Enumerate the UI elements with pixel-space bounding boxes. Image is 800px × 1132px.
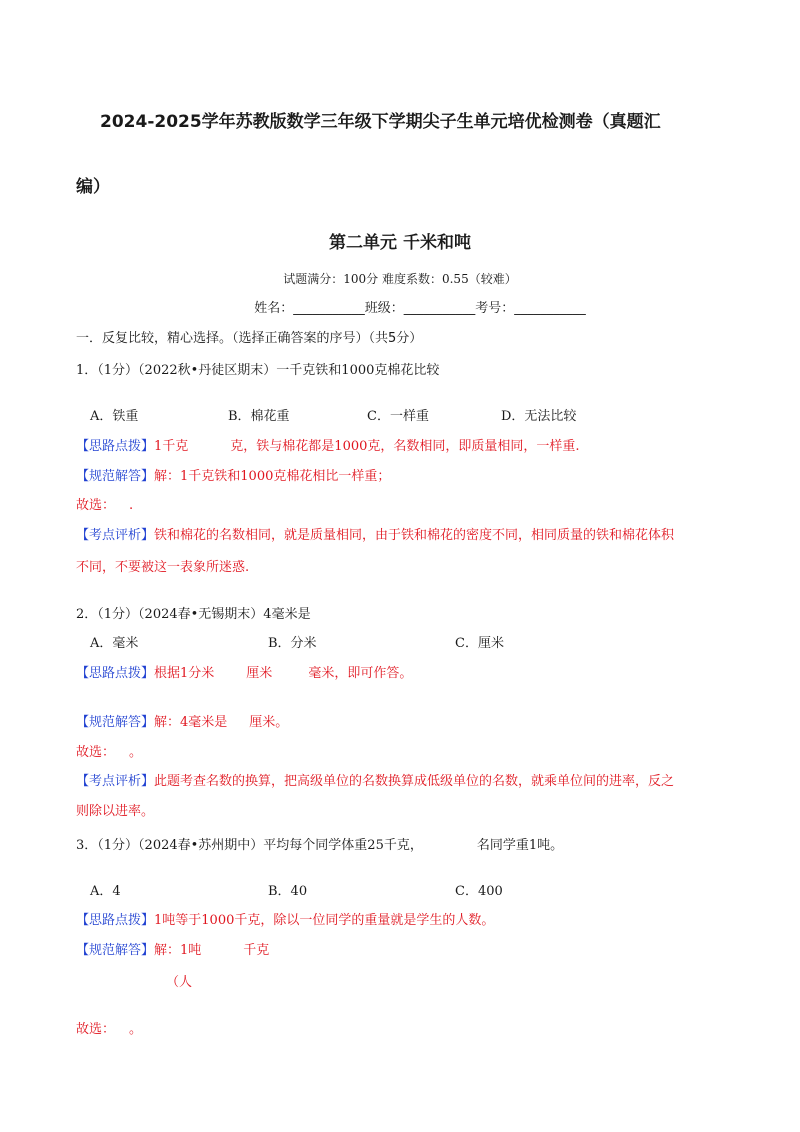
question-2-choice xyxy=(76,741,142,760)
doc-title-line1: 2024-2025学年苏教版数学三年级下学期尖子生单元培优检测卷（真题汇 xyxy=(100,112,661,132)
hint-label: 【思路点拨】 xyxy=(76,439,155,454)
question-3-option-c: C．400 xyxy=(455,884,503,899)
question-1-review-cont: 不同，不要被这一表象所迷惑. xyxy=(76,560,250,575)
answer-text-a: 解：4毫米是 xyxy=(154,715,228,730)
answer-text-a: 解：1吨 xyxy=(154,943,202,958)
question-1-option-c: C．一样重 xyxy=(367,409,429,424)
question-1-option-d: D．无法比较 xyxy=(501,409,577,424)
choice-label: 故选： xyxy=(76,745,116,760)
answer-text: 解：1千克铁和1000克棉花相比一样重； xyxy=(154,469,391,484)
question-2-option-c: C．厘米 xyxy=(455,636,504,651)
question-2-review xyxy=(76,770,674,789)
hint-text-c: 毫米，即可作答。 xyxy=(308,666,413,681)
hint-text-a: 1千克 xyxy=(154,439,189,454)
answer-text-b: 厘米。 xyxy=(249,715,289,730)
answer-text-b: 千克 xyxy=(243,943,270,958)
question-2-answer xyxy=(76,711,288,730)
hint-text-b: 克，铁与棉花都是1000克，名数相同，即质量相同，一样重. xyxy=(230,439,580,454)
question-1-option-a: A．铁重 xyxy=(90,409,139,424)
choice-label: 故选： xyxy=(76,498,116,513)
question-3-option-a: A．4 xyxy=(90,884,121,899)
hint-text-b: 厘米 xyxy=(246,666,273,681)
stem-text-a: 3．（1分）（2024春•苏州期中）平均每个同学体重25千克， xyxy=(76,838,423,853)
question-1-review xyxy=(76,524,674,543)
choice-punct: . xyxy=(129,498,134,513)
review-label: 【考点评析】 xyxy=(76,774,155,789)
hint-text: 1吨等于1000千克，除以一位同学的重量就是学生的人数。 xyxy=(154,913,495,928)
stem-text-b: 名同学重1吨。 xyxy=(476,838,564,853)
hint-label: 【思路点拨】 xyxy=(76,666,155,681)
question-3-answer xyxy=(76,939,269,958)
question-1-answer xyxy=(76,465,390,484)
question-2-review-cont: 则除以进率。 xyxy=(76,804,155,819)
question-1-hint xyxy=(76,435,580,454)
question-2-hint xyxy=(76,662,412,681)
review-text-1: 此题考查名数的换算，把高级单位的名数换算成低级单位的名数，就乘单位间的进率，反之 xyxy=(154,774,675,789)
question-2-stem: 2．（1分）（2024春•无锡期末）4毫米是 xyxy=(76,607,311,622)
review-text-1: 铁和棉花的名数相同，就是质量相同，由于铁和棉花的密度不同，相同质量的铁和棉花体积 xyxy=(154,528,675,543)
question-2-option-b: B．分米 xyxy=(268,636,317,651)
choice-punct: 。 xyxy=(129,1022,143,1037)
question-1-stem: 1．（1分）（2022秋•丹徒区期末）一千克铁和1000克棉花比较 xyxy=(76,363,440,378)
hint-label: 【思路点拨】 xyxy=(76,913,155,928)
answer-label: 【规范解答】 xyxy=(76,943,155,958)
student-info: 姓名：___________班级：___________考号：___________ xyxy=(254,301,586,316)
question-2-option-a: A．毫米 xyxy=(90,636,139,651)
choice-punct: 。 xyxy=(129,745,143,760)
unit-title: 第二单元 千米和吨 xyxy=(329,233,471,253)
section-heading: 一．反复比较，精心选择。（选择正确答案的序号）（共5分） xyxy=(76,331,423,346)
exam-meta: 试题满分：100分 难度系数：0.55（较难） xyxy=(283,272,517,286)
question-1-option-b: B．棉花重 xyxy=(228,409,290,424)
question-3-hint xyxy=(76,909,494,928)
question-3-option-b: B．40 xyxy=(268,884,308,899)
question-1-choice xyxy=(76,494,133,513)
answer-label: 【规范解答】 xyxy=(76,469,155,484)
answer-label: 【规范解答】 xyxy=(76,715,155,730)
question-3-stem xyxy=(76,834,563,853)
question-3-answer-cont: （人 xyxy=(166,975,193,990)
doc-title-line2: 编） xyxy=(76,177,110,197)
review-label: 【考点评析】 xyxy=(76,528,155,543)
question-3-choice xyxy=(76,1018,142,1037)
choice-label: 故选： xyxy=(76,1022,116,1037)
hint-text-a: 根据1分米 xyxy=(154,666,215,681)
